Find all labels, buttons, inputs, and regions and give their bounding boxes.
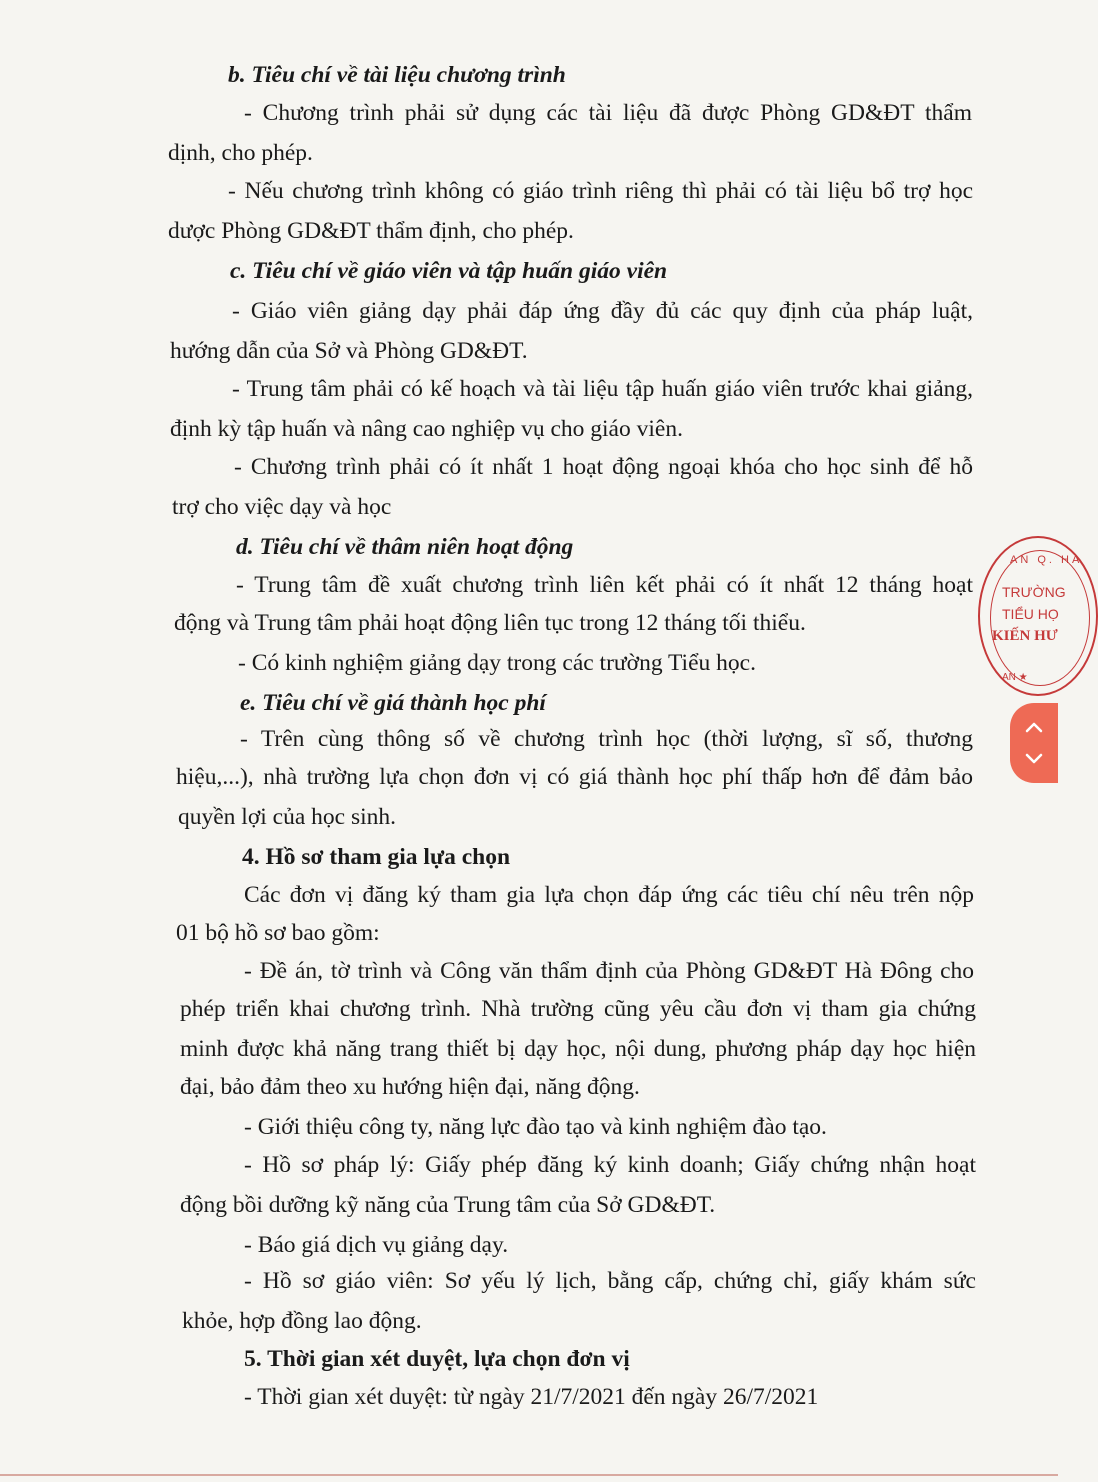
section-4-item-1-line-2: phép triển khai chương trình. Nhà trường cũng yêu cầu đơn vị tham gia chứng [180,996,976,1022]
chevron-down-icon [1025,753,1043,765]
section-e-heading: e. Tiêu chí về giá thành học phí [240,690,546,716]
section-c-paragraph-2-line-2: định kỳ tập huấn và nâng cao nghiệp vụ cho giáo viên. [170,416,683,442]
section-d-heading: d. Tiêu chí về thâm niên hoạt động [236,534,574,560]
scroll-down-button[interactable] [1014,743,1054,775]
seal-bottom-text: AN ★ [1002,672,1028,683]
section-4-item-1-line-3: minh được khả năng trang thiết bị dạy học, nội dung, phương pháp dạy học hiện [180,1036,976,1062]
section-b-paragraph-1-line-1: - Chương trình phải sử dụng các tài liệu đã được Phòng GD&ĐT thẩm [244,100,972,126]
school-seal-stamp [978,536,1098,696]
section-c-paragraph-1-line-2: hướng dẫn của Sở và Phòng GD&ĐT. [170,338,528,364]
section-4-item-5-line-2: khỏe, hợp đồng lao động. [182,1308,422,1334]
seal-line-2: TIỂU HỌ [1002,606,1059,622]
section-e-paragraph-1-line-2: hiệu,...), nhà trường lựa chọn đơn vị có giá thành học phí thấp hơn để đảm bảo [176,764,973,790]
section-5-heading: 5. Thời gian xét duyệt, lựa chọn đơn vị [244,1346,630,1372]
seal-line-3: KIẾN HƯ [992,628,1058,644]
section-c-paragraph-2-line-1: - Trung tâm phải có kế hoạch và tài liệu tập huấn giáo viên trước khai giảng, [232,376,973,402]
section-4-item-2-line-1: - Giới thiệu công ty, năng lực đào tạo và kinh nghiệm đào tạo. [244,1114,827,1140]
section-4-item-3-line-1: - Hồ sơ pháp lý: Giấy phép đăng ký kinh doanh; Giấy chứng nhận hoạt [244,1152,976,1178]
section-4-item-5-line-1: - Hồ sơ giáo viên: Sơ yếu lý lịch, bằng cấp, chứng chỉ, giấy khám sức [244,1268,976,1294]
scroll-up-button[interactable] [1014,711,1054,743]
section-5-paragraph-1-line-1: - Thời gian xét duyệt: từ ngày 21/7/2021 đến ngày 26/7/2021 [244,1384,819,1410]
section-e-paragraph-1-line-1: - Trên cùng thông số về chương trình học (thời lượng, sĩ số, thương [240,726,973,752]
section-4-heading: 4. Hồ sơ tham gia lựa chọn [242,844,511,870]
section-d-paragraph-1-line-2: động và Trung tâm phải hoạt động liên tục trong 12 tháng tối thiểu. [174,610,806,636]
section-4-item-1-line-1: - Đề án, tờ trình và Công văn thẩm định của Phòng GD&ĐT Hà Đông cho [244,958,974,984]
section-c-paragraph-3-line-1: - Chương trình phải có ít nhất 1 hoạt động ngoại khóa cho học sinh để hỗ [234,454,973,480]
section-d-paragraph-2-line-1: - Có kinh nghiệm giảng dạy trong các trường Tiểu học. [238,650,756,676]
section-c-heading: c. Tiêu chí về giáo viên và tập huấn giáo viên [230,258,668,284]
seal-top-arc-text: AN Q. HA [1010,554,1083,566]
section-b-paragraph-1-line-2: dịnh, cho phép. [168,140,313,166]
page-scroll-widget [1010,703,1058,783]
seal-line-1: TRƯỜNG [1002,584,1066,600]
section-b-paragraph-2-line-1: - Nếu chương trình không có giáo trình riêng thì phải có tài liệu bổ trợ học [228,178,973,204]
section-d-paragraph-1-line-1: - Trung tâm đề xuất chương trình liên kết phải có ít nhất 12 tháng hoạt [236,572,973,598]
section-4-item-4-line-1: - Báo giá dịch vụ giảng dạy. [244,1232,509,1258]
section-c-paragraph-3-line-2: trợ cho việc dạy và học [172,494,392,520]
section-b-heading: b. Tiêu chí về tài liệu chương trình [228,62,566,88]
section-4-intro-line-2: 01 bộ hồ sơ bao gồm: [176,920,380,946]
chevron-up-icon [1025,721,1043,733]
section-b-paragraph-2-line-2: dược Phòng GD&ĐT thẩm định, cho phép. [168,218,574,244]
section-4-item-3-line-2: động bồi dưỡng kỹ năng của Trung tâm của Sở GD&ĐT. [180,1192,716,1218]
section-4-intro-line-1: Các đơn vị đăng ký tham gia lựa chọn đáp ứng các tiêu chí nêu trên nộp [244,882,974,908]
page-bottom-edge [0,1474,1058,1476]
section-c-paragraph-1-line-1: - Giáo viên giảng dạy phải đáp ứng đầy đủ các quy định của pháp luật, [232,298,973,324]
section-4-item-1-line-4: đại, bảo đảm theo xu hướng hiện đại, năng động. [180,1074,640,1100]
section-e-paragraph-1-line-3: quyền lợi của học sinh. [178,804,397,830]
